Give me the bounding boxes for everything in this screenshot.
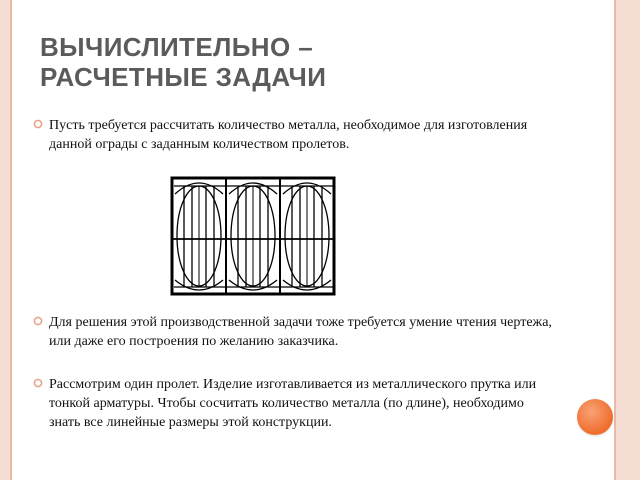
orange-circle-icon[interactable]: [577, 399, 613, 435]
bullet-text: Рассмотрим один пролет. Изделие изготавливается из металлического прутка или тонкой арматуры. Чтобы сосчитать количество металла (по длине), необходимо знать все линейные размеры этой конструкции.: [49, 377, 537, 430]
circle-bullet-icon: [33, 378, 43, 388]
bullet-item: [33, 313, 553, 351]
slide-title: [40, 32, 600, 92]
title-line-1: ВЫЧИСЛИТЕЛЬНО –: [40, 32, 314, 62]
slide-border-right: [614, 0, 616, 480]
slide: [12, 0, 614, 480]
bullet-text: Для решения этой производственной задачи тоже требуется умение чтения чертежа, или даже его построения по желанию заказчика.: [49, 315, 552, 349]
title-line-2: РАСЧЕТНЫЕ ЗАДАЧИ: [40, 62, 327, 92]
circle-bullet-icon: [33, 119, 43, 129]
circle-bullet-icon: [33, 316, 43, 326]
bullet-text: Пусть требуется рассчитать количество металла, необходимое для изготовления данной ограды с заданным количеством пролетов.: [49, 118, 528, 152]
fence-drawing: [170, 176, 336, 296]
bullet-item: [33, 116, 553, 154]
bullet-item: [33, 375, 553, 432]
